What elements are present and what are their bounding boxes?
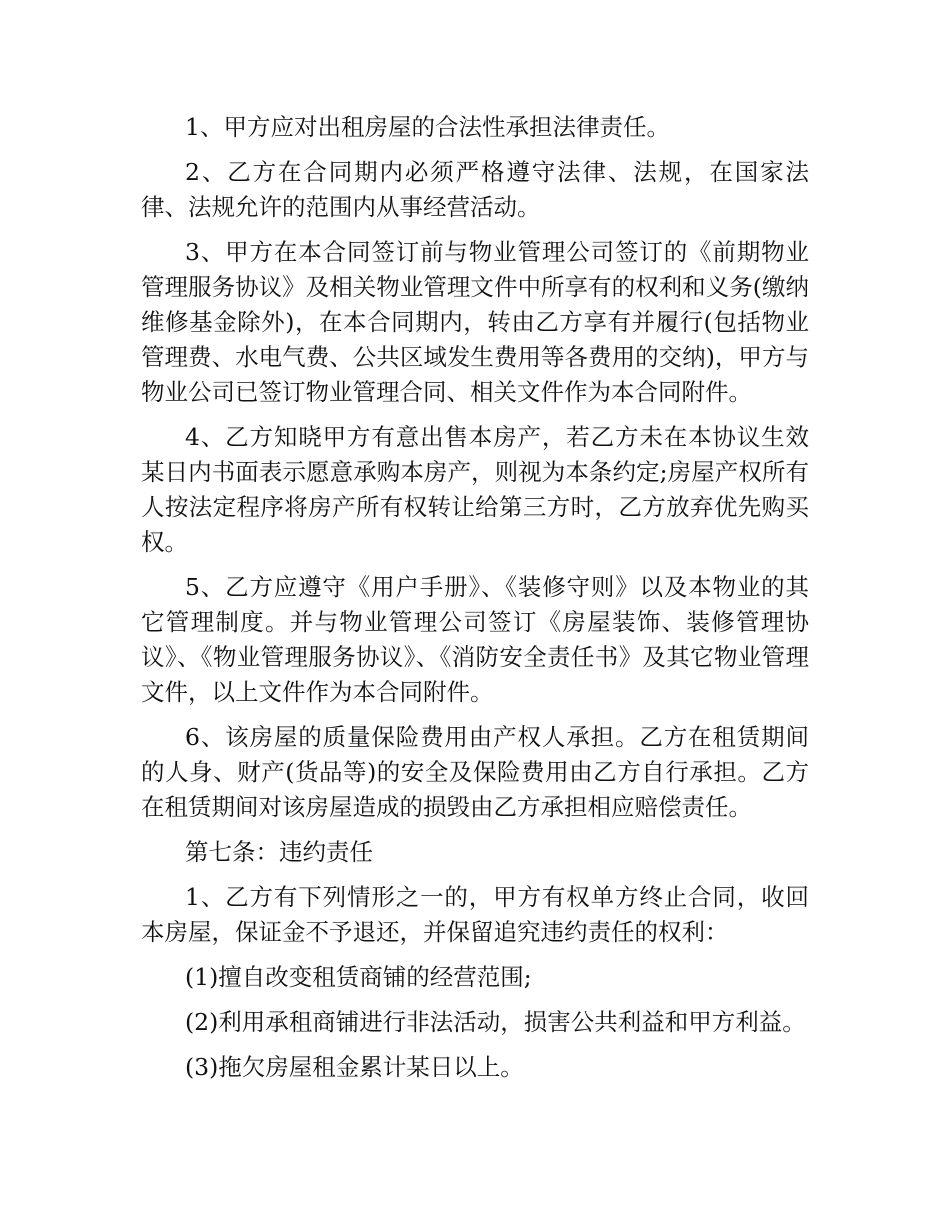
clause-paragraph-4: 4、乙方知晓甲方有意出售本房产，若乙方未在本协议生效某日内书面表示愿意承购本房产，则视为本条约定;房屋产权所有人按法定程序将房产所有权转让给第三方时，乙方放弃优先购买权。 (141, 423, 809, 556)
breach-paragraph-1: 1、乙方有下列情形之一的，甲方有权单方终止合同，收回本房屋，保证金不予退还，并保留追究违约责任的权利： (141, 883, 809, 946)
breach-item-2: (2)利用承租商铺进行非法活动，损害公共利益和甲方利益。 (185, 1008, 806, 1036)
document-body (141, 110, 809, 1095)
breach-item-3: (3)拖欠房屋租金累计某日以上。 (185, 1053, 524, 1081)
clause-paragraph-3: 3、甲方在本合同签订前与物业管理公司签订的《前期物业管理服务协议》及相关物业管理文件中所享有的权利和义务(缴纳维修基金除外)，在本合同期内，转由乙方享有并履行(包括物业管理费、水电气费、公共区域发生费用等各费用的交纳)，甲方与物业公司已签订物业管理合同、相关文件作为本合同附件。 (141, 238, 809, 406)
clause-paragraph-2: 2、乙方在合同期内必须严格遵守法律、法规，在国家法律、法规允许的范围内从事经营活动。 (141, 158, 809, 221)
section-heading-article-7: 第七条：违约责任 (185, 838, 373, 866)
breach-item-1: (1)擅自改变租赁商铺的经营范围; (185, 963, 532, 991)
clause-paragraph-6: 6、该房屋的质量保险费用由产权人承担。乙方在租赁期间的人身、财产(货品等)的安全及保险费用由乙方自行承担。乙方在租赁期间对该房屋造成的损毁由乙方承担相应赔偿责任。 (141, 723, 809, 821)
clause-paragraph-1: 1、甲方应对出租房屋的合法性承担法律责任。 (185, 113, 670, 141)
clause-paragraph-5: 5、乙方应遵守《用户手册》、《装修守则》以及本物业的其它管理制度。并与物业管理公司签订《房屋装饰、装修管理协议》、《物业管理服务协议》、《消防安全责任书》及其它物业管理文件，以上文件作为本合同附件。 (141, 573, 809, 706)
